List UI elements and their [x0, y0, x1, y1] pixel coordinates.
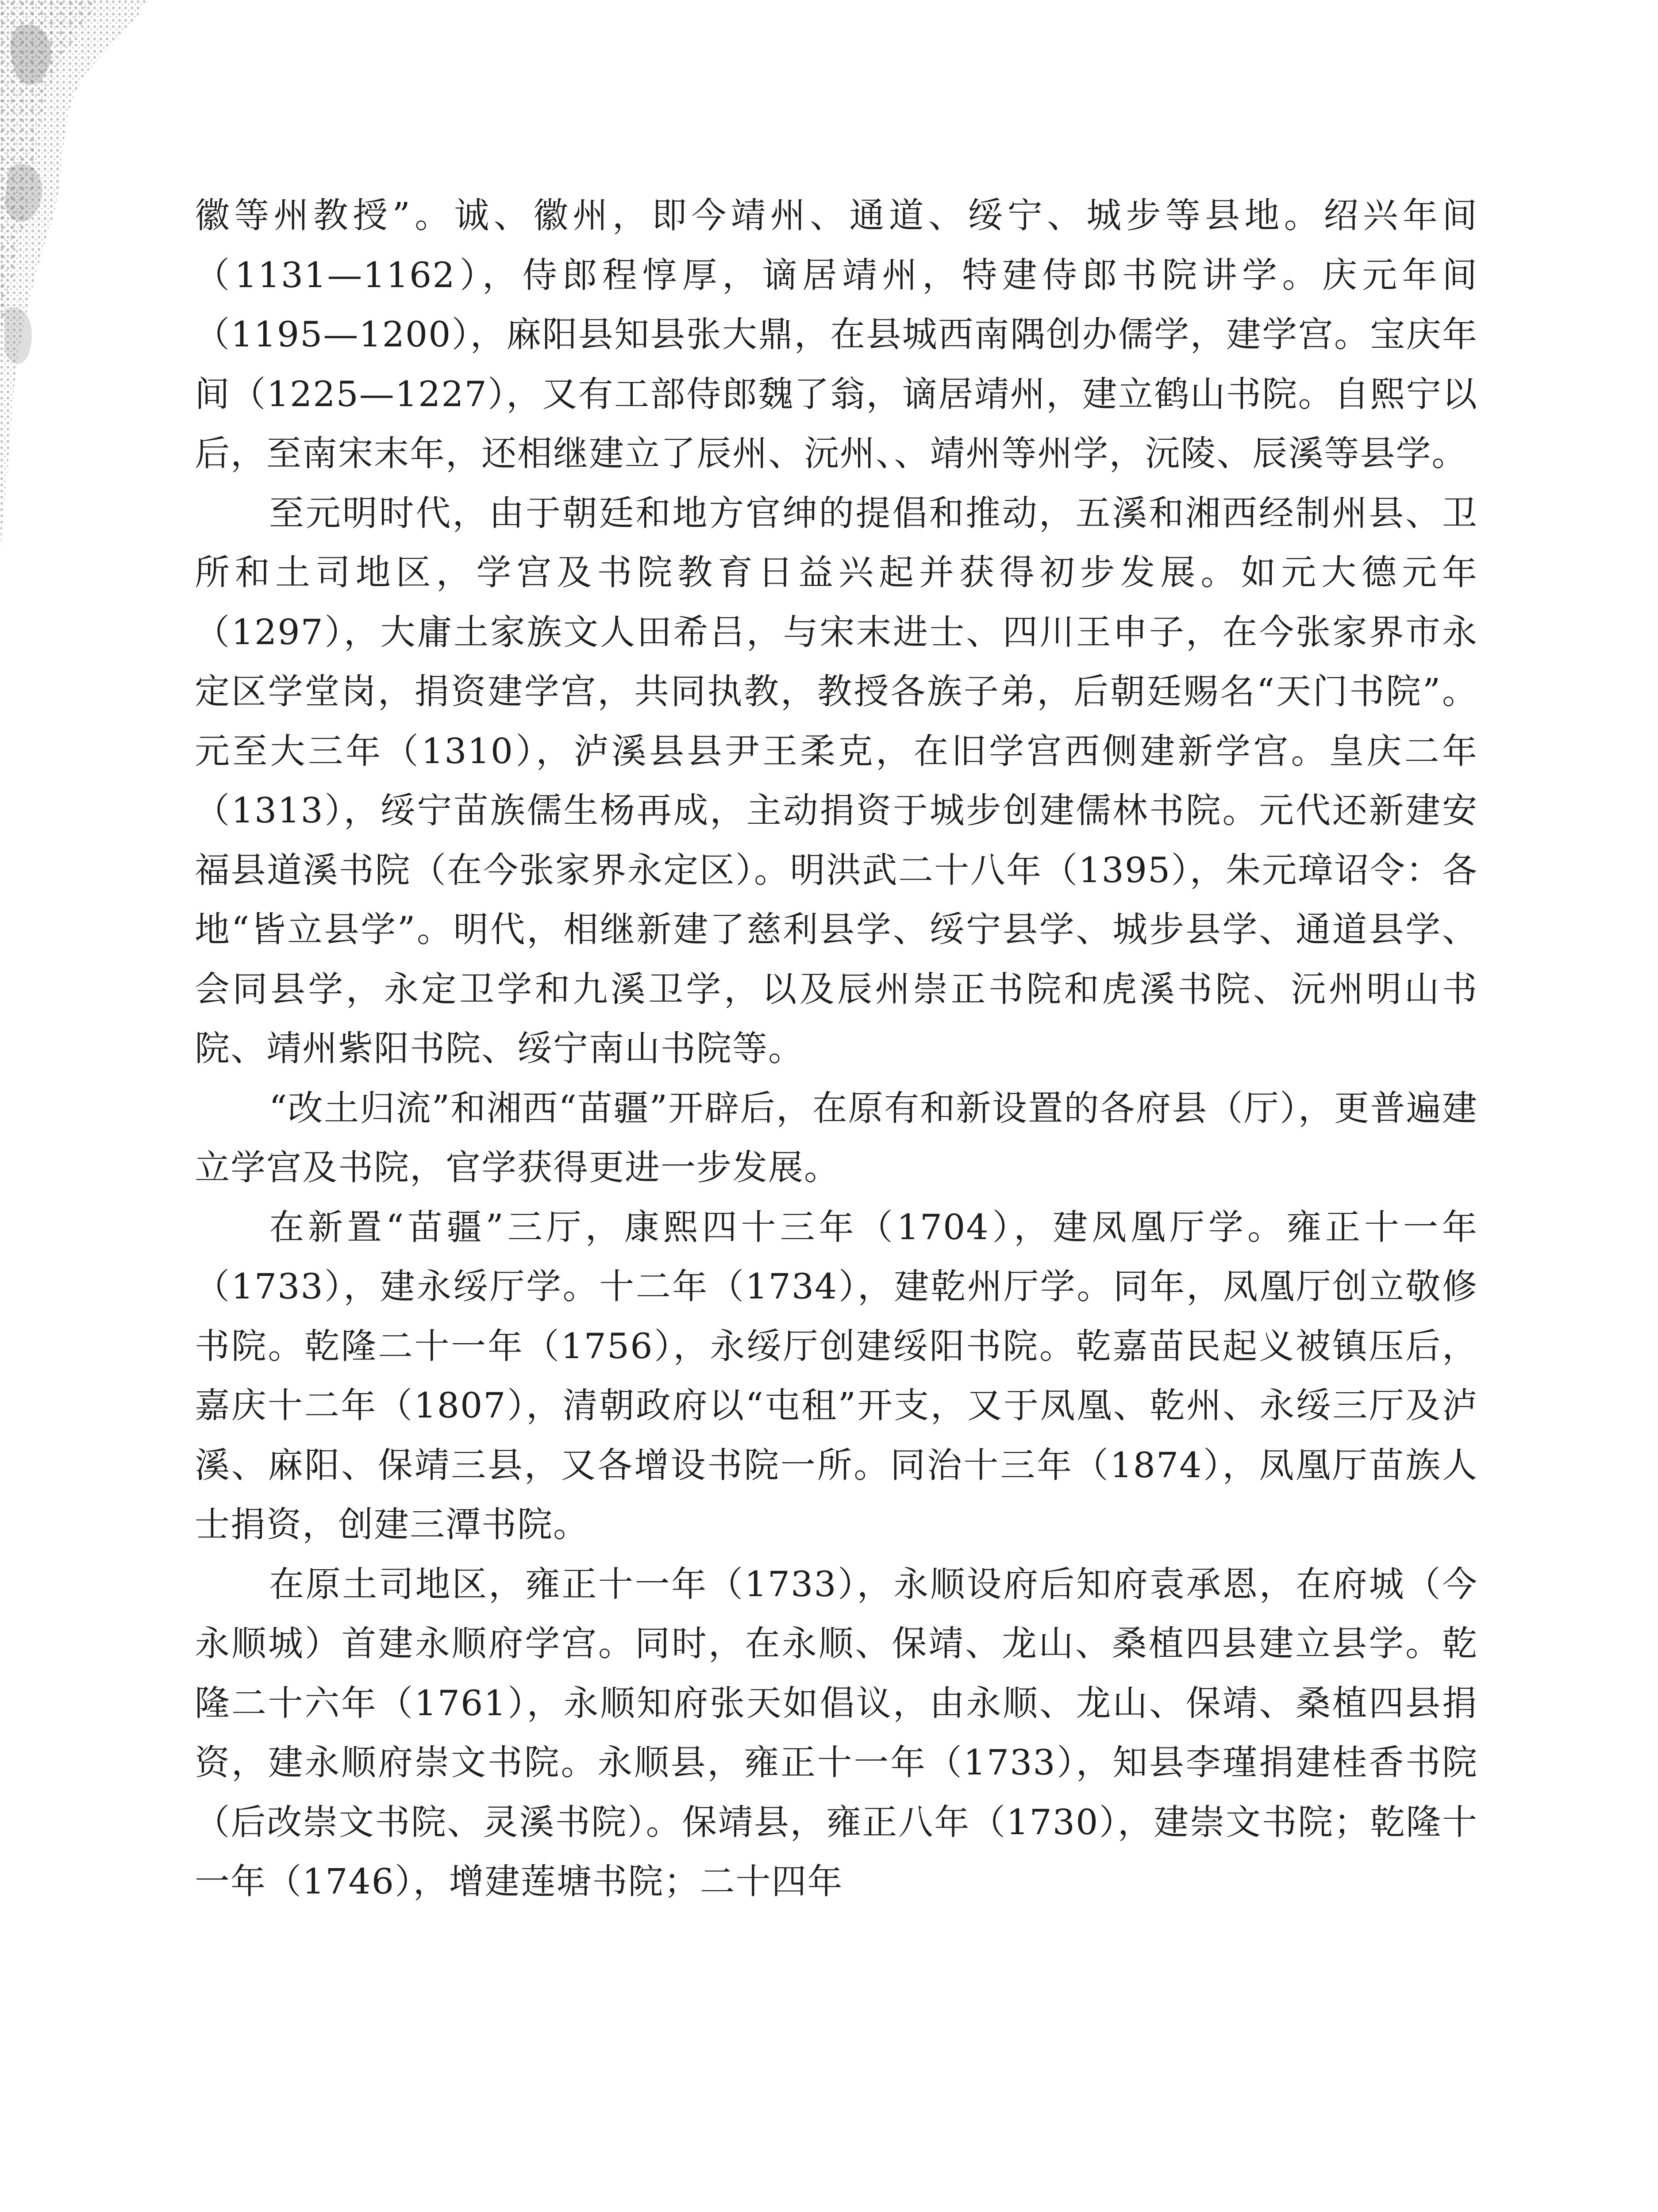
paragraph: 在新置“苗疆”三厅，康熙四十三年（1704），建凤凰厅学。雍正十一年（1733），建永绥厅学。十二年（1734），建乾州厅学。同年，凤凰厅创立敬修书院。乾隆二十一年（1756），永绥厅创建绥阳书院。乾嘉苗民起义被镇压后，嘉庆十二年（1807），清朝政府以“屯租”开支，又于凤凰、乾州、永绥三厅及泸溪、麻阳、保靖三县，又各增设书院一所。同治十三年（1874），凤凰厅苗族人士捐资，创建三潭书院。 [195, 1206, 1478, 1545]
body-text [195, 186, 1478, 1912]
paragraph: 在原土司地区，雍正十一年（1733），永顺设府后知府袁承恩，在府城（今永顺城）首建永顺府学宫。同时，在永顺、保靖、龙山、桑植四县建立县学。乾隆二十六年（1761），永顺知府张天如倡议，由永顺、龙山、保靖、桑植四县捐资，建永顺府崇文书院。永顺县，雍正十一年（1733），知县李瑾捐建桂香书院（后改崇文书院、灵溪书院）。保靖县，雍正八年（1730），建崇文书院；乾隆十一年（1746），增建莲塘书院；二十四年 [195, 1563, 1478, 1902]
paragraph: 徽等州教授”。诚、徽州，即今靖州、通道、绥宁、城步等县地。绍兴年间（1131—1162），侍郎程惇厚，谪居靖州，特建侍郎书院讲学。庆元年间（1195—1200），麻阳县知县张大鼎，在县城西南隅创办儒学，建学宫。宝庆年间（1225—1227），又有工部侍郎魏了翁，谪居靖州，建立鹤山书院。自熙宁以后，至南宋末年，还相继建立了辰州、沅州、、靖州等州学，沅陵、辰溪等县学。 [195, 195, 1478, 474]
paragraph: 至元明时代，由于朝廷和地方官绅的提倡和推动，五溪和湘西经制州县、卫所和土司地区，学宫及书院教育日益兴起并获得初步发展。如元大德元年（1297），大庸土家族文人田希吕，与宋末进士、四川王申子，在今张家界市永定区学堂岗，捐资建学宫，共同执教，教授各族子弟，后朝廷赐名“天门书院”。元至大三年（1310），泸溪县县尹王柔克，在旧学宫西侧建新学宫。皇庆二年（1313），绥宁苗族儒生杨再成，主动捐资于城步创建儒林书院。元代还新建安福县道溪书院（在今张家界永定区）。明洪武二十八年（1395），朱元璋诏令：各地“皆立县学”。明代，相继新建了慈利县学、绥宁县学、城步县学、通道县学、会同县学，永定卫学和九溪卫学，以及辰州崇正书院和虎溪书院、沅州明山书院、靖州紫阳书院、绥宁南山书院等。 [195, 492, 1478, 1069]
paragraph: “改土归流”和湘西“苗疆”开辟后，在原有和新设置的各府县（厅），更普遍建立学宫及书院，官学获得更进一步发展。 [195, 1087, 1478, 1188]
